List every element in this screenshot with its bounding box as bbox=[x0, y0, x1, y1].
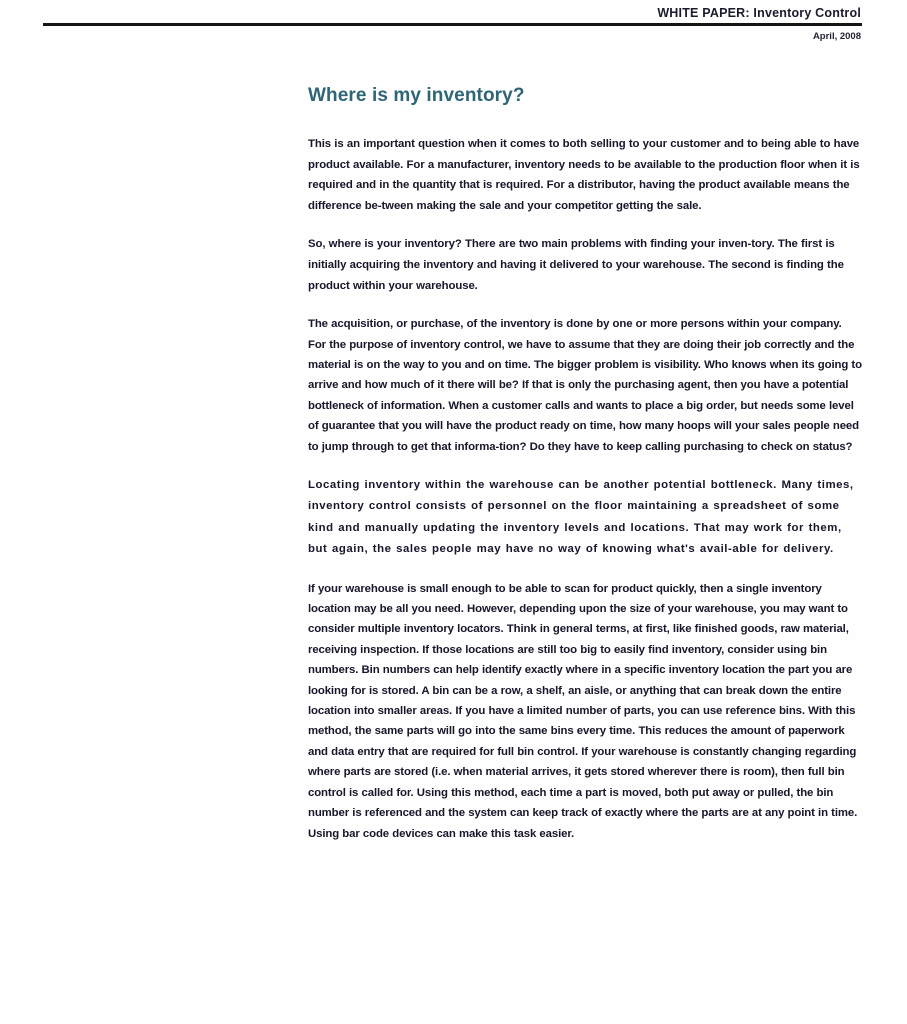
body-paragraph: This is an important question when it comes to both selling to your customer and to being able to have product available. For a manufacturer, inventory needs to be available to the production floor when it is required and in the quantity that is required. For a distributor, having the product available means the difference be-tween making the sale and your competitor getting the sale. bbox=[308, 138, 860, 212]
body-paragraph: The acquisition, or purchase, of the inventory is done by one or more persons within your company. For the purpose of inventory control, we have to assume that they are doing their job correctly and the material is on the way to you and on time. The bigger problem is visibility. Who knows when its going to arrive and how much of it there will be? If that is only the purchasing agent, then you have a potential bottleneck of information. When a customer calls and wants to place a big order, but needs some level of guarantee that you will have the product ready on time, how many hoops will your sales people need to jump through to get that informa-tion? Do they have to keep calling purchasing to check on status? bbox=[308, 318, 862, 453]
document-body bbox=[308, 84, 862, 844]
header-divider-rule bbox=[43, 23, 862, 26]
body-paragraph: If your warehouse is small enough to be able to scan for product quickly, then a single inventory location may be all you need. However, depending upon the size of your warehouse, you may want to consider multiple inventory locators. Think in general terms, at first, like finished goods, raw material, receiving inspection. If those locations are still too big to easily find inventory, consider using bin numbers. Bin numbers can help identify exactly where in a specific inventory location the part you are looking for is stored. A bin can be a row, a shelf, an aisle, or anything that can break down the entire location into smaller areas. If you have a limited number of parts, you can use reference bins. With this method, the same parts will go into the same bins every time. This reduces the amount of paperwork and data entry that are required for full bin control. If your warehouse is constantly changing regarding where parts are stored (i.e. when material arrives, it gets stored wherever there is room), then full bin control is called for. Using this method, each time a part is moved, both put away or pulled, the bin number is referenced and the system can keep track of exactly where the parts are at any point in time. Using bar code devices can make this task easier. bbox=[308, 582, 858, 840]
header-date: April, 2008 bbox=[812, 31, 861, 42]
body-paragraph: So, where is your inventory? There are two main problems with finding your inven-tory. The first is initially acquiring the inventory and having it delivered to your warehouse. The second is finding the product within your warehouse. bbox=[308, 238, 844, 292]
page-header bbox=[43, 6, 862, 43]
page-title: Where is my inventory? bbox=[308, 85, 525, 106]
header-title: WHITE PAPER: Inventory Control bbox=[657, 6, 861, 20]
body-paragraph: Locating inventory within the warehouse can be another potential bottleneck. Many times, inventory control consists of personnel on the floor maintaining a spreadsheet of some kind and manually updating the inventory levels and locations. That may work for them, but again, the sales people may have no way of knowing what's avail-able for delivery. bbox=[308, 479, 854, 556]
